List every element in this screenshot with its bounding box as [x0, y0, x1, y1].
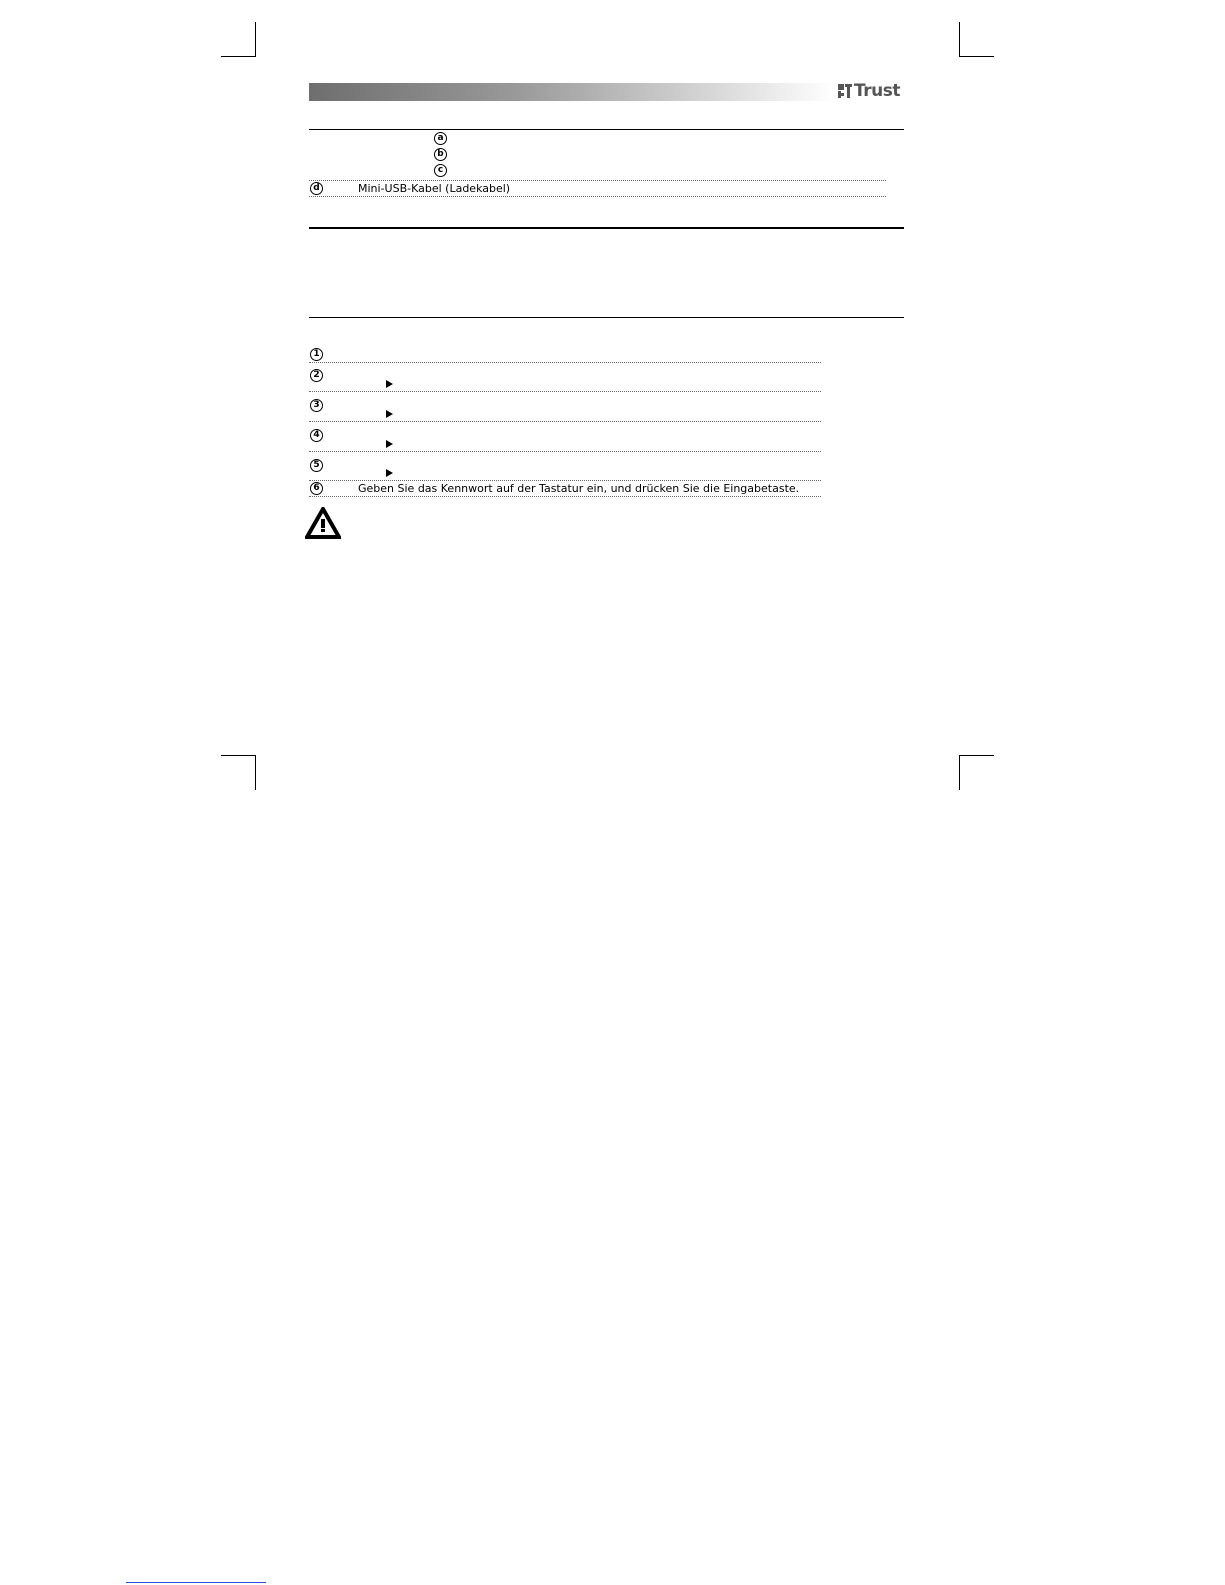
step-5-number: 5: [310, 459, 323, 472]
header-gradient-bar: [309, 83, 834, 101]
logo-text: Trust: [854, 80, 900, 101]
step-4-number: 4: [310, 429, 323, 442]
trust-logo-icon: [838, 84, 852, 98]
marker-d: d: [310, 182, 323, 195]
trust-logo: [838, 79, 902, 103]
section-rule: [309, 227, 904, 229]
section-rule: [309, 129, 904, 130]
crop-mark: [221, 755, 256, 756]
step-1-number: 1: [310, 348, 323, 361]
section-rule: [309, 317, 904, 318]
step-3-number: 3: [310, 399, 323, 412]
crop-mark: [959, 755, 994, 756]
row-divider: [309, 196, 886, 197]
step-divider: [309, 480, 821, 481]
marker-a: a: [434, 132, 447, 145]
crop-mark: [959, 755, 960, 790]
crop-mark: [255, 22, 256, 57]
row-divider: [309, 180, 886, 181]
marker-b: b: [434, 148, 447, 161]
step-divider: [309, 391, 821, 392]
step-divider: [309, 362, 821, 363]
step-divider: [309, 451, 821, 452]
play-arrow-icon: [386, 440, 393, 448]
footer-link[interactable]: [126, 1582, 266, 1583]
play-arrow-icon: [386, 410, 393, 418]
step-2-number: 2: [310, 369, 323, 382]
play-arrow-icon: [386, 469, 393, 477]
part-d-label: Mini-USB-Kabel (Ladekabel): [358, 182, 511, 195]
step-divider: [309, 421, 821, 422]
crop-mark: [221, 56, 256, 57]
crop-mark: [255, 755, 256, 790]
play-arrow-icon: [386, 380, 393, 388]
crop-mark: [959, 22, 960, 57]
step-6-number: 6: [310, 482, 323, 495]
warning-triangle-icon: [305, 507, 341, 539]
step-6-text: Geben Sie das Kennwort auf der Tastatur ein, und drücken Sie die Eingabetaste.: [358, 482, 800, 495]
crop-mark: [959, 56, 994, 57]
marker-c: c: [434, 164, 447, 177]
step-divider: [309, 496, 821, 497]
